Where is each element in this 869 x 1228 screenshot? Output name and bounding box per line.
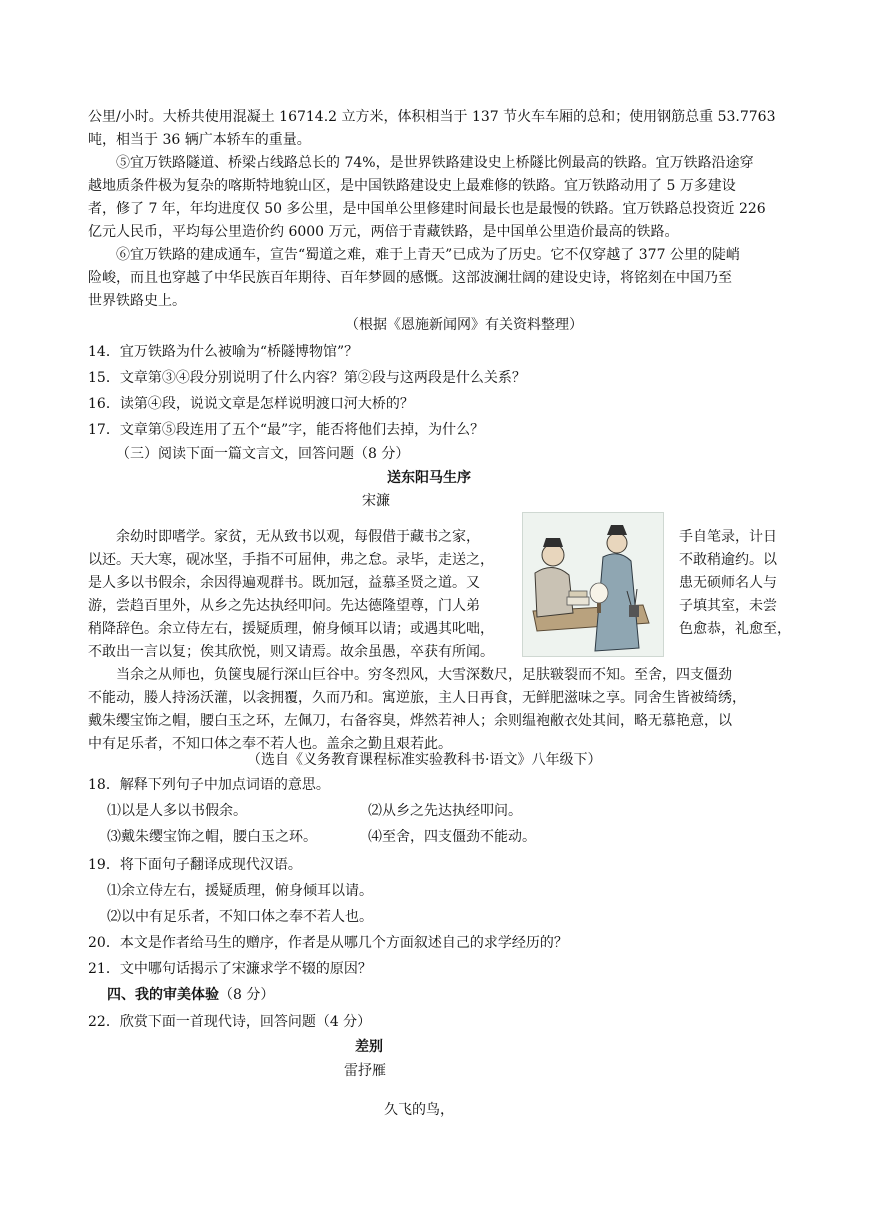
poem-line: 久飞的鸟， xyxy=(384,1102,454,1118)
question-19: 19．将下面句子翻译成现代汉语。 xyxy=(88,857,302,873)
passage-line: 亿元人民币，平均每公里造价约 6000 万元，两倍于青藏铁路，是中国单公里造价最高的铁路。 xyxy=(88,224,679,240)
q18-item-2: ⑵从乡之先达执经叩问。 xyxy=(368,803,522,819)
essay-title: 送东阳马生序 xyxy=(387,470,471,486)
passage-line: 越地质条件极为复杂的喀斯特地貌山区，是中国铁路建设史上最难修的铁路。宜万铁路动用了 5 万多建设 xyxy=(88,178,736,194)
poem-title: 差别 xyxy=(355,1039,383,1055)
question-20: 20．本文是作者给马生的赠序，作者是从哪几个方面叙述自己的求学经历的？ xyxy=(88,935,568,951)
q18-item-3: ⑶戴朱缨宝饰之帽，腰白玉之环。 xyxy=(107,829,317,845)
essay-line-right: 不敢稍逾约。以 xyxy=(679,552,777,568)
passage-line: 险峻，而且也穿越了中华民族百年期待、百年梦圆的感慨。这部波澜壮阔的建设史诗，将铭刻在中国乃至 xyxy=(88,270,732,286)
essay-line-right: 患无硕师名人与 xyxy=(679,575,777,591)
essay-line: 戴朱缨宝饰之帽，腰白玉之环，左佩刀，右备容臭，烨然若神人；余则缊袍敝衣处其间，略无慕艳意，以 xyxy=(88,713,732,729)
section-4-heading xyxy=(107,986,274,1004)
q18-item-4: ⑷至舍，四支僵劲不能动。 xyxy=(368,829,536,845)
scholars-illustration-icon xyxy=(523,513,663,656)
question-16: 16．读第④段，说说文章是怎样说明渡口河大桥的？ xyxy=(88,396,414,412)
q19-item-2: ⑵以中有足乐者，不知口体之奉不若人也。 xyxy=(107,909,373,925)
passage-line: ⑥宜万铁路的建成通车，宣告“蜀道之难，难于上青天”已成为了历史。它不仅穿越了 377 公里的陡峭 xyxy=(116,247,740,263)
section-4-title: 四、我的审美体验 xyxy=(107,987,219,1003)
section-4-score: （8 分） xyxy=(219,987,275,1003)
essay-line: 以还。天大寒，砚冰坚，手指不可屈伸，弗之怠。录毕，走送之， xyxy=(88,552,494,568)
passage-source: （根据《恩施新闻网》有关资料整理） xyxy=(345,317,583,333)
q19-item-1: ⑴余立侍左右，援疑质理，俯身倾耳以请。 xyxy=(107,883,373,899)
question-17: 17．文章第⑤段连用了五个“最”字，能否将他们去掉，为什么？ xyxy=(88,422,485,438)
passage-line: 者，修了 7 年，年均进度仅 50 多公里，是中国单公里修建时间最长也是最慢的铁路。宜万铁路总投资近 226 xyxy=(88,201,766,217)
essay-line-right: 色愈恭，礼愈至， xyxy=(679,621,791,637)
passage-line: 世界铁路史上。 xyxy=(88,293,186,309)
question-22: 22．欣赏下面一首现代诗，回答问题（4 分） xyxy=(88,1014,372,1030)
question-18: 18．解释下列句子中加点词语的意思。 xyxy=(88,777,330,793)
question-14: 14．宜万铁路为什么被喻为“桥隧博物馆”？ xyxy=(88,344,359,360)
essay-line: 余幼时即嗜学。家贫，无从致书以观，每假借于藏书之家， xyxy=(116,529,480,545)
essay-line: 稍降辞色。余立侍左右，援疑质理，俯身倾耳以请；或遇其叱咄， xyxy=(88,621,494,637)
essay-line-right: 子填其室，未尝 xyxy=(679,598,777,614)
question-15: 15．文章第③④段分别说明了什么内容？第②段与这两段是什么关系？ xyxy=(88,370,526,386)
essay-line: 不敢出一言以复；俟其欣悦，则又请焉。故余虽愚，卒获有所闻。 xyxy=(88,644,494,660)
poem-author: 雷抒雁 xyxy=(344,1063,386,1079)
essay-line: 中有足乐者，不知口体之奉不若人也。盖余之勤且艰若此。 xyxy=(88,736,452,752)
essay-line: 当余之从师也，负箧曳屣行深山巨谷中。穷冬烈风，大雪深数尺，足肤皲裂而不知。至舍，四支僵劲 xyxy=(116,667,732,683)
essay-source: （选自《义务教育课程标准实验教科书·语文》八年级下） xyxy=(247,752,602,768)
q18-item-1: ⑴以是人多以书假余。 xyxy=(107,803,247,819)
passage-line: ⑤宜万铁路隧道、桥梁占线路总长的 74%，是世界铁路建设史上桥隧比例最高的铁路。宜万铁路沿途穿 xyxy=(116,155,754,171)
essay-line: 游，尝趋百里外，从乡之先达执经叩问。先达德隆望尊，门人弟 xyxy=(88,598,480,614)
question-21: 21．文中哪句话揭示了宋濂求学不辍的原因？ xyxy=(88,961,372,977)
essay-line-right: 手自笔录，计日 xyxy=(679,529,777,545)
essay-line: 是人多以书假余，余因得遍观群书。既加冠，益慕圣贤之道。又 xyxy=(88,575,480,591)
essay-author: 宋濂 xyxy=(362,493,390,509)
passage-line: 吨，相当于 36 辆广本轿车的重量。 xyxy=(88,132,311,148)
section-instruction: （三）阅读下面一篇文言文，回答问题（8 分） xyxy=(116,446,410,462)
illustration-image xyxy=(522,512,664,657)
passage-line: 公里/小时。大桥共使用混凝土 16714.2 立方米，体积相当于 137 节火车车厢的总和；使用钢筋总重 53.7763 xyxy=(88,109,776,125)
essay-line: 不能动，媵人持汤沃灌，以衾拥覆，久而乃和。寓逆旅，主人日再食，无鲜肥滋味之享。同舍生皆被绮绣， xyxy=(88,690,746,706)
